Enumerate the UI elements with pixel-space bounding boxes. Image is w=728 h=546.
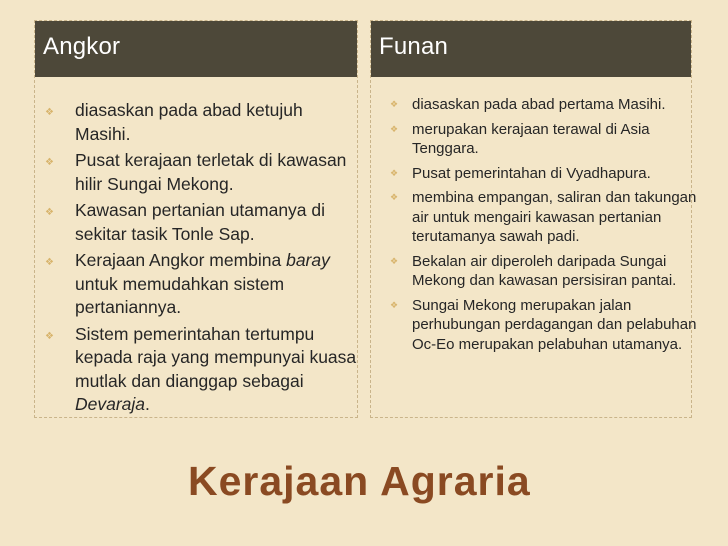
diamond-bullet-icon: ❖: [45, 257, 54, 268]
list-item-text: merupakan kerajaan terawal di Asia Tenggara.: [412, 120, 650, 157]
slide-title: Kerajaan Agraria: [188, 458, 531, 504]
list-item: [43, 323, 357, 417]
angkor-list: [35, 77, 357, 417]
diamond-bullet-icon: ❖: [45, 107, 54, 118]
list-item: [43, 249, 357, 320]
list-item: [378, 188, 708, 247]
list-item: [43, 199, 357, 246]
list-item-text: Sungai Mekong merupakan jalan perhubungan perdagangan dan pelabuhan Oc-Eo merupakan pelabuhan utamanya.: [412, 296, 697, 353]
diamond-bullet-icon: ❖: [390, 300, 399, 311]
list-item-text: Kawasan pertanian utamanya di sekitar tasik Tonle Sap.: [75, 200, 326, 244]
diamond-bullet-icon: ❖: [390, 100, 399, 110]
diamond-bullet-icon: ❖: [390, 256, 399, 267]
list-item-text: Pusat pemerintahan di Vyadhapura.: [412, 164, 651, 182]
list-item: [378, 296, 708, 355]
list-item-text: membina empangan, saliran dan takungan air untuk mengairi kawasan pertanian terutamanya sawah padi.: [412, 189, 697, 245]
list-item-emphasis: baray: [286, 250, 330, 270]
list-item-text: diasaskan pada abad pertama Masihi.: [412, 96, 666, 113]
angkor-heading: Angkor: [35, 21, 357, 77]
diamond-bullet-icon: ❖: [390, 168, 399, 179]
list-item: [43, 149, 357, 196]
funan-heading: Funan: [371, 21, 691, 77]
list-item: [43, 99, 357, 146]
list-item: [378, 120, 708, 159]
list-item: [378, 252, 708, 291]
list-item-text: Kerajaan Angkor membina: [75, 250, 287, 270]
list-item-text: diasaskan pada abad ketujuh Masihi.: [75, 100, 303, 144]
list-item-text: .: [145, 394, 150, 414]
angkor-column: [34, 20, 358, 418]
diamond-bullet-icon: ❖: [45, 207, 54, 218]
list-item: [378, 95, 708, 115]
list-item-text: Pusat kerajaan terletak di kawasan hilir Sungai Mekong.: [75, 150, 347, 194]
list-item-text: Bekalan air diperoleh daripada Sungai Mekong dan kawasan persisiran pantai.: [412, 252, 677, 289]
diamond-bullet-icon: ❖: [390, 124, 399, 135]
diamond-bullet-icon: ❖: [390, 193, 399, 203]
diamond-bullet-icon: ❖: [45, 157, 54, 168]
diamond-bullet-icon: ❖: [45, 330, 54, 342]
funan-list: [378, 95, 708, 359]
list-item: [378, 164, 708, 184]
list-item-text: Sistem pemerintahan tertumpu kepada raja yang mempunyai kuasa mutlak dan dianggap sebagai: [75, 323, 357, 391]
list-item-emphasis: Devaraja: [75, 394, 146, 414]
list-item-text: untuk memudahkan sistem pertaniannya.: [75, 273, 285, 317]
